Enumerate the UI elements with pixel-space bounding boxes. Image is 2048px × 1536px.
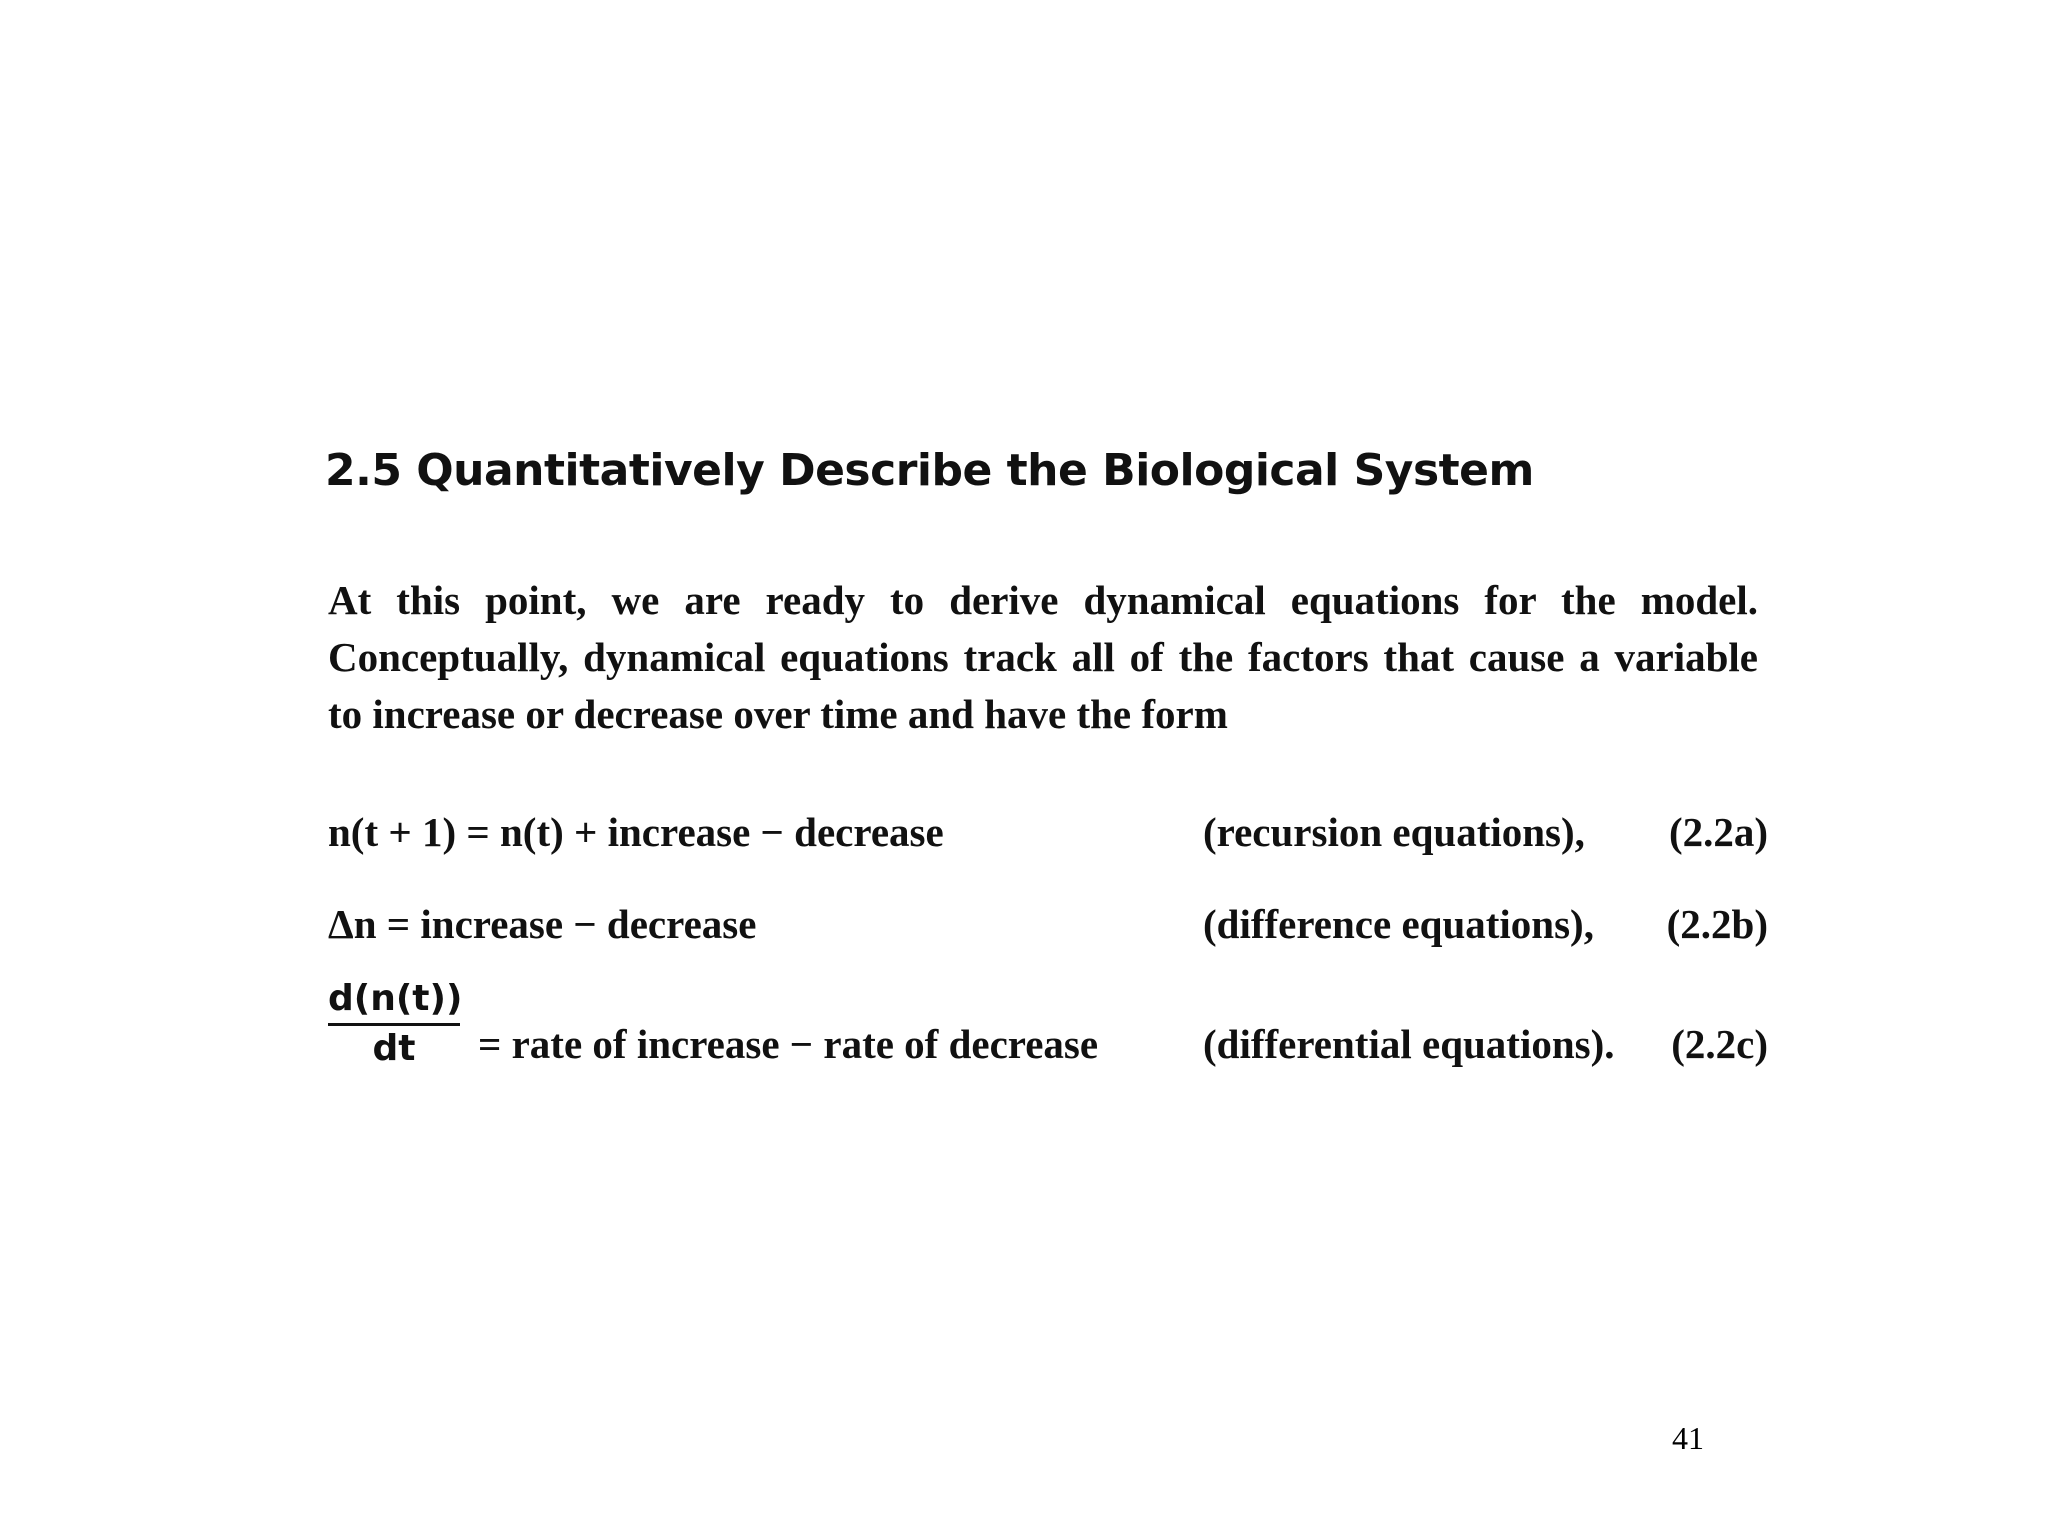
equation-number: (2.2a) <box>1668 809 1768 855</box>
equation-expression: = rate of increase − rate of decrease <box>478 1021 1099 1067</box>
equation-number: (2.2b) <box>1666 901 1768 947</box>
paragraph-line-2: Conceptually, dynamical equations track all of the factors that cause a variable <box>328 634 1758 680</box>
fraction-numerator: d(n(t)) <box>328 978 463 1019</box>
equation-expression: n(t + 1) = n(t) + increase − decrease <box>328 809 944 855</box>
equation-expression: Δn = increase − decrease <box>328 901 757 947</box>
equation-type: (differential equations). <box>1203 1021 1615 1067</box>
equation-type: (difference equations), <box>1203 901 1594 947</box>
derivative-fraction <box>328 978 463 1069</box>
fraction-denominator: dt <box>372 1028 416 1069</box>
intro-paragraph <box>328 572 1758 743</box>
section-heading: 2.5 Quantitatively Describe the Biological System <box>325 445 1534 496</box>
page-number: 41 <box>1672 1420 1704 1456</box>
equation-type: (recursion equations), <box>1203 809 1585 855</box>
paragraph-line-1: At this point, we are ready to derive dynamical equations for the model. <box>328 577 1758 623</box>
equation-number: (2.2c) <box>1671 1021 1768 1067</box>
paragraph-line-3: to increase or decrease over time and have the form <box>328 691 1228 737</box>
